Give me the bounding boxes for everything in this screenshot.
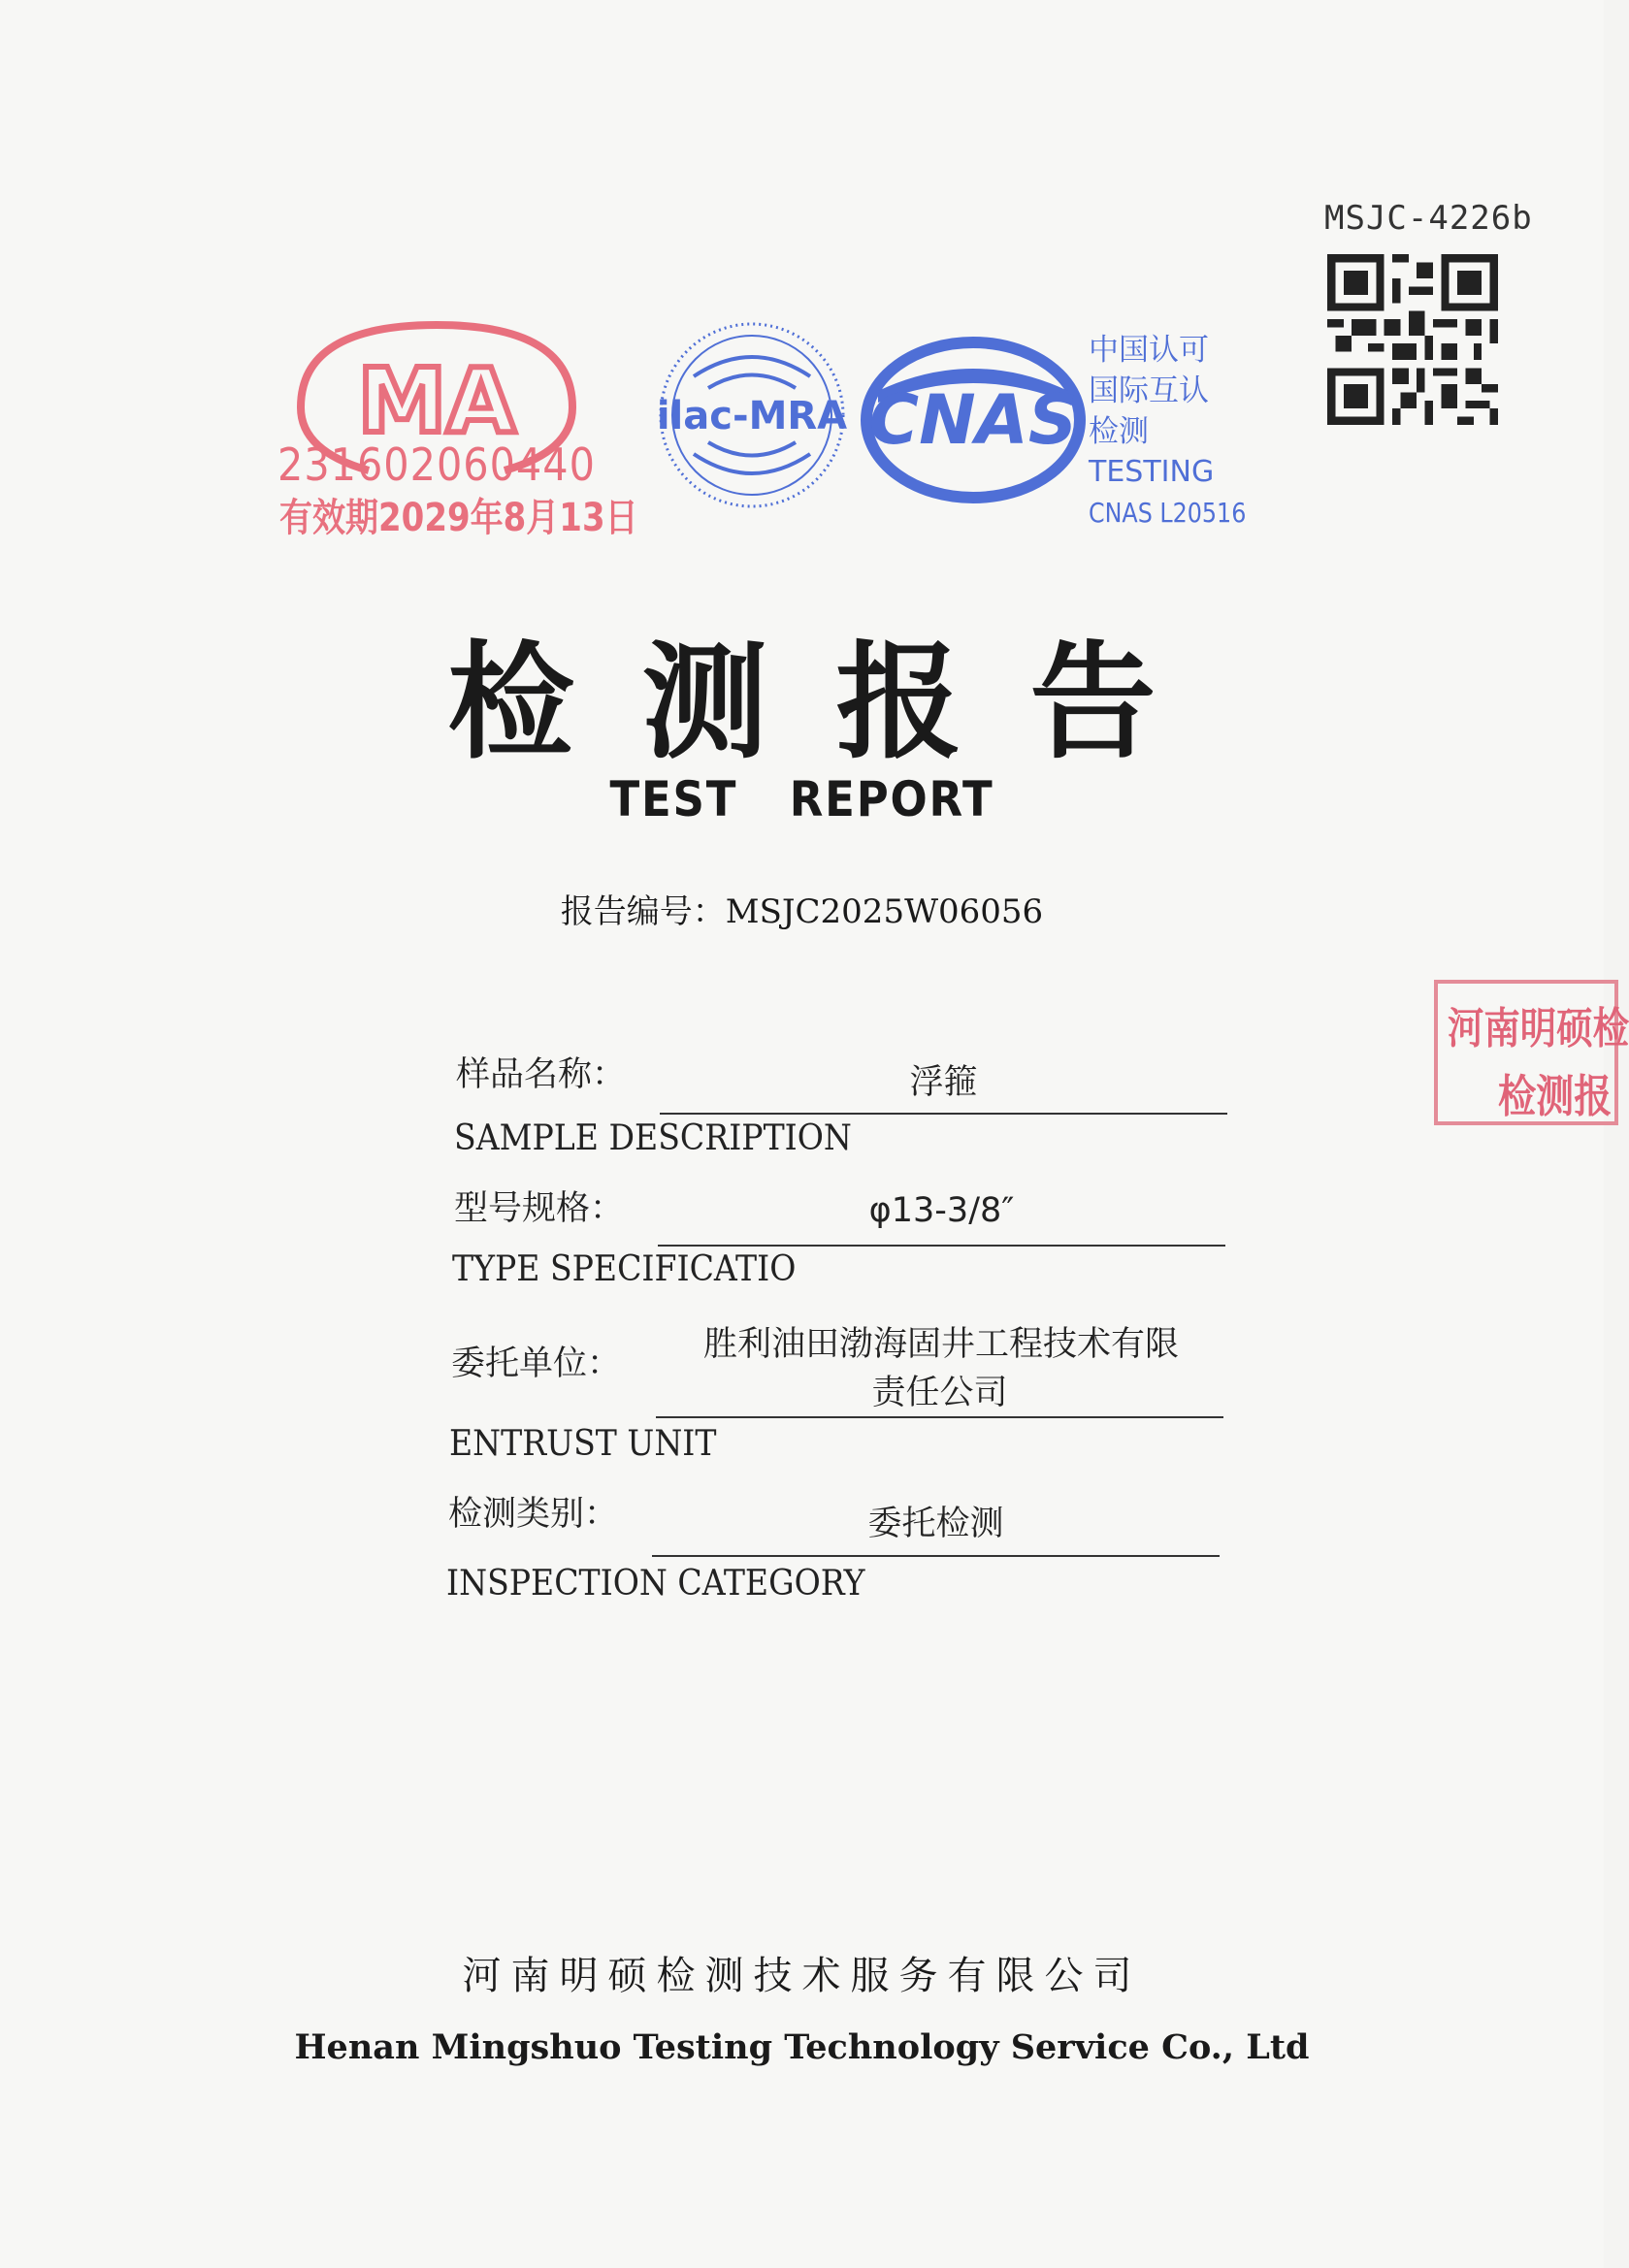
seal-line1: 河南明硕检 bbox=[1448, 1004, 1629, 1053]
category-label-en: INSPECTION CATEGORY bbox=[446, 1564, 865, 1604]
qr-code bbox=[1327, 254, 1498, 425]
company-name-en: Henan Mingshuo Testing Technology Service Co., Ltd bbox=[294, 2027, 1310, 2067]
cnas-caption-line5: CNAS L20516 bbox=[1089, 497, 1247, 529]
category-label: 检测类别： bbox=[448, 1495, 619, 1534]
ilac-logo-text: ilac-MRA bbox=[656, 394, 848, 438]
sample-label: 样品名称： bbox=[456, 1055, 627, 1094]
report-title-en: TEST REPORT bbox=[609, 771, 994, 827]
entrust-value-line2: 责任公司 bbox=[871, 1374, 1008, 1412]
cnas-caption-line1: 中国认可 bbox=[1089, 333, 1209, 368]
entrust-value-line1: 胜利油田渤海固井工程技术有限 bbox=[702, 1325, 1179, 1364]
sample-label-en: SAMPLE DESCRIPTION bbox=[454, 1118, 852, 1158]
ilac-mra-logo bbox=[655, 318, 849, 512]
ma-logo-text: MA bbox=[357, 349, 516, 453]
type-underline bbox=[658, 1245, 1225, 1247]
cnas-caption bbox=[1089, 330, 1274, 534]
cnas-caption-line3: 检测 bbox=[1089, 414, 1149, 449]
type-value: φ13-3/8″ bbox=[868, 1191, 1015, 1230]
company-seal-stamp bbox=[1434, 980, 1629, 1125]
ma-validity: 有效期2029年8月13日 bbox=[279, 496, 638, 540]
category-value: 委托检测 bbox=[867, 1505, 1004, 1543]
company-name-cn: 河南明硕检测技术服务有限公司 bbox=[462, 1954, 1142, 1998]
sample-value: 浮箍 bbox=[909, 1063, 978, 1102]
ma-cert-number: 231602060440 bbox=[277, 438, 596, 491]
cnas-logo bbox=[859, 335, 1087, 504]
cnas-caption-line2: 国际互认 bbox=[1089, 373, 1209, 408]
category-underline bbox=[652, 1555, 1220, 1557]
report-number: 报告编号：MSJC2025W06056 bbox=[560, 892, 1044, 931]
cnas-logo-text: CNAS bbox=[868, 380, 1078, 460]
entrust-label: 委托单位： bbox=[451, 1345, 622, 1383]
entrust-label-en: ENTRUST UNIT bbox=[449, 1424, 717, 1464]
type-label: 型号规格： bbox=[454, 1189, 625, 1228]
sample-underline bbox=[660, 1113, 1227, 1115]
document-code: MSJC-4226b bbox=[1324, 199, 1533, 238]
type-label-en: TYPE SPECIFICATIO bbox=[452, 1249, 797, 1289]
cnas-caption-line4: TESTING bbox=[1089, 455, 1215, 489]
seal-line2: 检测报 bbox=[1498, 1070, 1613, 1122]
entrust-underline bbox=[656, 1416, 1223, 1418]
report-title-cn: 检测报告 bbox=[447, 628, 1224, 776]
